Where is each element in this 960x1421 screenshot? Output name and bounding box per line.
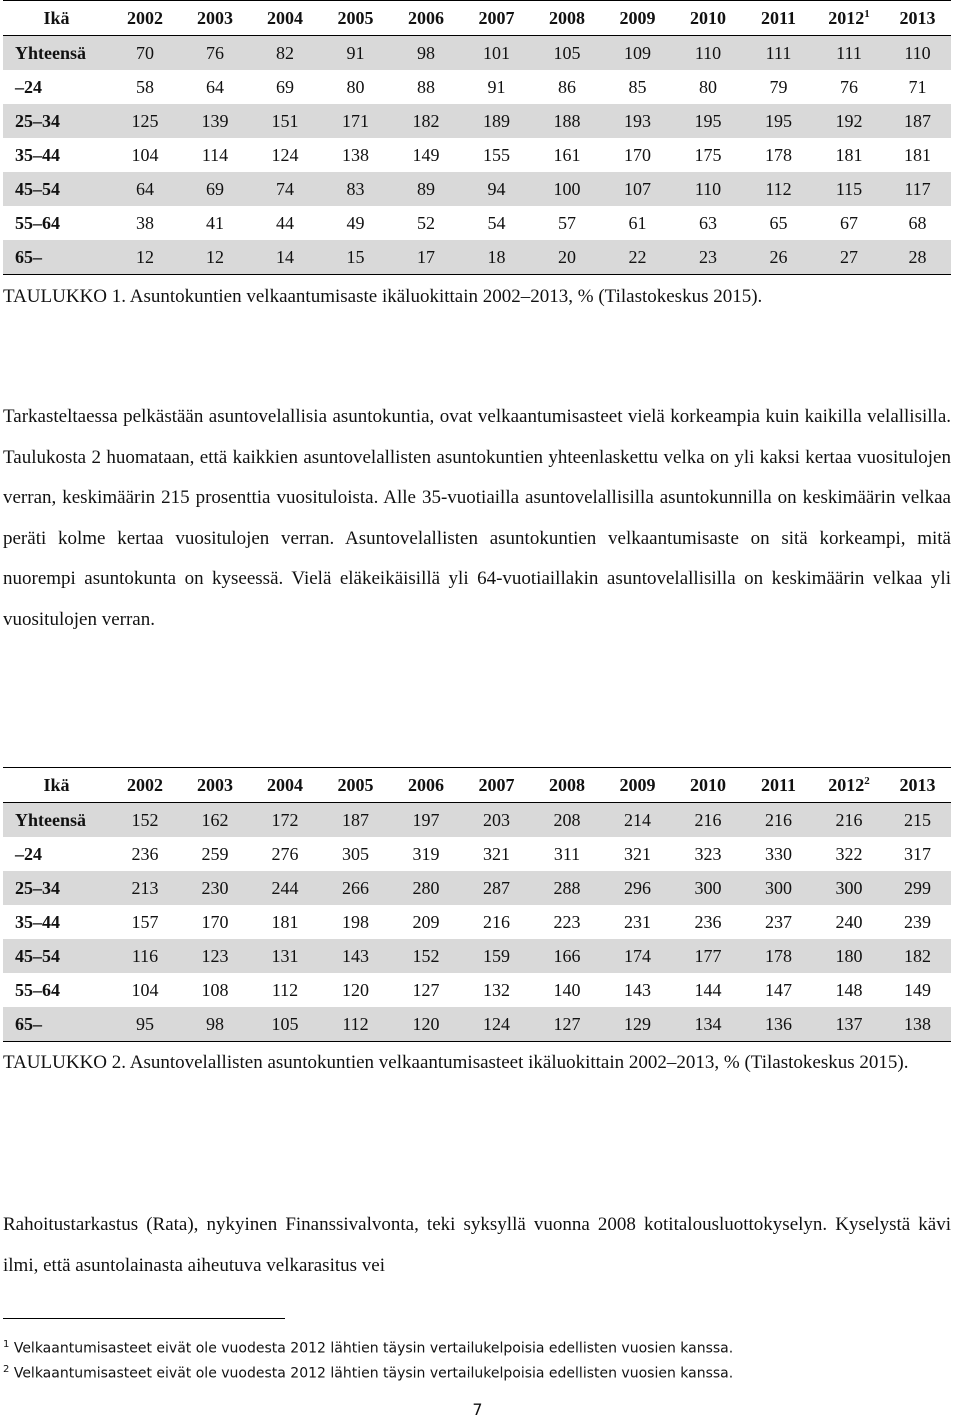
table-cell: 143	[320, 939, 391, 973]
table-cell: 101	[461, 36, 532, 71]
body-paragraph-1: Tarkasteltaessa pelkästään asuntovelallisia asuntokuntia, ovat velkaantumisasteet vielä korkeampia kuin kaikilla velallisilla. Taulukosta 2 huomataan, että kaikkien asuntovelallisten asuntokuntien yhteenlaskettu velka on yli kaksi kertaa vuositulojen verran, keskimäärin 215 prosenttia vuosituloista. Alle 35-vuotiailla asuntovelallisilla asuntokunnilla on keskimäärin velkaa peräti kolme kertaa vuositulojen verran. Asuntovelallisten asuntokuntien velkaantumisaste on sitä korkeampi, mitä nuorempi asuntokunta on kyseessä. Vielä eläkeikäisillä yli 64-vuotiaillakin asuntovelallisilla on keskimäärin velkaa yli vuositulojen verran.	[3, 406, 951, 630]
table-cell: 140	[553, 980, 581, 1000]
table-cell: 193	[602, 104, 673, 138]
table-cell: 321	[624, 844, 651, 864]
table-cell: 149	[904, 980, 931, 1000]
header-text: 2008	[549, 8, 585, 28]
table-row	[3, 172, 951, 206]
table-cell: 76	[840, 77, 858, 97]
table-cell: 266	[320, 871, 391, 905]
table-cell: 144	[694, 980, 722, 1000]
table-cell: 104	[131, 145, 159, 165]
table-cell: 132	[483, 980, 510, 1000]
table-cell: 181	[904, 145, 931, 165]
table-row	[3, 240, 951, 275]
table-cell: 105	[250, 1007, 320, 1042]
table-cell: 209	[412, 912, 440, 932]
table-cell: 79	[769, 77, 788, 97]
table-row	[3, 803, 951, 838]
row-label: 45–54	[3, 939, 110, 973]
table-cell: 143	[624, 980, 651, 1000]
header-age	[3, 1, 110, 36]
header-age	[3, 768, 110, 803]
table-cell: 208	[532, 803, 602, 838]
table-cell: 52	[417, 213, 435, 233]
table-header-row	[3, 1, 951, 36]
table-cell: 70	[110, 36, 180, 71]
table-cell: 195	[673, 104, 743, 138]
header-year	[110, 1, 180, 36]
table-cell: 61	[628, 213, 647, 233]
table-cell: 44	[276, 213, 294, 233]
footnote-ref: 2	[864, 775, 870, 787]
header-year	[673, 1, 743, 36]
table-cell: 138	[884, 1007, 951, 1042]
table-cell: 80	[346, 77, 365, 97]
table-cell: 112	[320, 1007, 391, 1042]
table-cell: 74	[250, 172, 320, 206]
table-cell: 311	[553, 844, 581, 864]
table-cell: 319	[412, 844, 440, 864]
table-cell: 152	[110, 803, 180, 838]
table-cell: 136	[743, 1007, 814, 1042]
table-row	[3, 36, 951, 71]
table-cell: 23	[673, 240, 743, 275]
footnote-2-mark: 2	[3, 1364, 10, 1375]
table-cell: 114	[201, 145, 229, 165]
header-text: 2006	[408, 775, 444, 795]
table-cell: 170	[201, 912, 229, 932]
row-label: 65–	[3, 240, 110, 275]
header-text: 2011	[760, 775, 796, 795]
table-cell: 182	[391, 104, 461, 138]
header-year	[180, 768, 250, 803]
table-cell: 323	[694, 844, 722, 864]
header-text: 2013	[899, 8, 936, 28]
table-cell: 216	[483, 912, 510, 932]
table-cell: 231	[624, 912, 651, 932]
table-cell: 124	[271, 145, 299, 165]
table-cell: 54	[487, 213, 506, 233]
table-cell: 85	[628, 77, 647, 97]
table-cell: 198	[342, 912, 369, 932]
table-cell: 162	[180, 803, 250, 838]
header-year	[814, 768, 884, 803]
header-text: 2012	[828, 775, 865, 795]
row-label: –24	[15, 77, 42, 97]
table-cell: 125	[110, 104, 180, 138]
table-cell: 105	[532, 36, 602, 71]
table-row	[3, 206, 951, 240]
footnote-separator	[3, 1318, 285, 1319]
table-row	[3, 1007, 951, 1042]
table-cell: 131	[250, 939, 320, 973]
body-paragraph-2: Rahoitustarkastus (Rata), nykyinen Finanssivalvonta, teki syksyllä vuonna 2008 kotitalousluottokyselyn. Kyselystä kävi ilmi, että asuntolainasta aiheutuva velkarasitus vei	[3, 1214, 951, 1276]
table-cell: 112	[743, 172, 814, 206]
footnote-1-mark: 1	[3, 1339, 10, 1350]
row-label: 35–44	[15, 912, 60, 932]
table-cell: 299	[884, 871, 951, 905]
table-cell: 171	[320, 104, 391, 138]
table-cell: 280	[391, 871, 461, 905]
table-cell: 149	[412, 145, 440, 165]
table-cell: 27	[814, 240, 884, 275]
table-cell: 28	[884, 240, 951, 275]
table-1	[3, 0, 951, 275]
table-cell: 95	[110, 1007, 180, 1042]
row-label: 25–34	[3, 104, 110, 138]
table-header-row	[3, 768, 951, 803]
table-cell: 123	[180, 939, 250, 973]
row-label: 55–64	[15, 980, 60, 1000]
table-cell: 216	[814, 803, 884, 838]
table-cell: 213	[110, 871, 180, 905]
header-year	[743, 768, 814, 803]
table-cell: 63	[699, 213, 717, 233]
table-2	[3, 767, 951, 1042]
table-cell: 215	[884, 803, 951, 838]
header-year	[884, 768, 951, 803]
table-row	[3, 837, 951, 871]
table-cell: 300	[673, 871, 743, 905]
table-cell: 76	[180, 36, 250, 71]
header-year	[532, 1, 602, 36]
footnote-1-text: Velkaantumisasteet eivät ole vuodesta 2012 lähtien täysin vertailukelpoisia edellisten vuosien kanssa.	[13, 1340, 734, 1357]
table-cell: 172	[250, 803, 320, 838]
table-cell: 187	[320, 803, 391, 838]
table-cell: 110	[673, 172, 743, 206]
table-cell: 116	[110, 939, 180, 973]
table-cell: 127	[532, 1007, 602, 1042]
table-cell: 26	[743, 240, 814, 275]
table-cell: 151	[250, 104, 320, 138]
header-year	[250, 768, 320, 803]
table-cell: 65	[769, 213, 788, 233]
table-cell: 214	[602, 803, 673, 838]
table-cell: 138	[342, 145, 369, 165]
table-cell: 80	[699, 77, 717, 97]
table-cell: 88	[417, 77, 435, 97]
table-cell: 178	[765, 145, 792, 165]
table-cell: 18	[461, 240, 532, 275]
header-year	[320, 1, 391, 36]
table-cell: 17	[391, 240, 461, 275]
table-cell: 175	[694, 145, 722, 165]
header-text: 2012	[828, 8, 865, 28]
table-cell: 180	[814, 939, 884, 973]
table-cell: 276	[271, 844, 299, 864]
table-cell: 86	[558, 77, 576, 97]
table-cell: 188	[532, 104, 602, 138]
table-cell: 91	[320, 36, 391, 71]
table-cell: 192	[814, 104, 884, 138]
header-text: 2013	[899, 775, 936, 795]
table-cell: 134	[673, 1007, 743, 1042]
header-text: 2006	[408, 8, 444, 28]
header-year	[110, 768, 180, 803]
footnote-ref: 1	[864, 8, 870, 20]
table-cell: 322	[835, 844, 863, 864]
table-row	[3, 905, 951, 939]
header-year	[602, 768, 673, 803]
header-text: Ikä	[43, 8, 70, 28]
table-row	[3, 70, 951, 104]
table-cell: 181	[271, 912, 299, 932]
table-cell: 259	[201, 844, 229, 864]
table-cell: 159	[461, 939, 532, 973]
table-cell: 174	[602, 939, 673, 973]
table-cell: 124	[461, 1007, 532, 1042]
footnote-2	[3, 1361, 951, 1383]
header-year	[461, 1, 532, 36]
table-cell: 110	[673, 36, 743, 71]
header-text: 2009	[619, 8, 656, 28]
table-cell: 139	[180, 104, 250, 138]
table-cell: 230	[180, 871, 250, 905]
table-row	[3, 871, 951, 905]
header-text: 2005	[337, 775, 374, 795]
table-cell: 127	[412, 980, 440, 1000]
row-label: 45–54	[3, 172, 110, 206]
header-text: Ikä	[43, 775, 70, 795]
table-cell: 98	[391, 36, 461, 71]
table-cell: 120	[391, 1007, 461, 1042]
table-cell: 178	[743, 939, 814, 973]
row-label: 25–34	[3, 871, 110, 905]
table-cell: 64	[110, 172, 180, 206]
table-cell: 244	[250, 871, 320, 905]
table-cell: 237	[765, 912, 792, 932]
table-cell: 109	[602, 36, 673, 71]
header-text: 2003	[197, 775, 233, 795]
table-cell: 117	[884, 172, 951, 206]
table-cell: 89	[391, 172, 461, 206]
table-cell: 296	[602, 871, 673, 905]
table-cell: 288	[532, 871, 602, 905]
table-cell: 300	[743, 871, 814, 905]
header-text: 2007	[478, 8, 515, 28]
table-cell: 147	[765, 980, 792, 1000]
table-cell: 170	[624, 145, 651, 165]
table-cell: 181	[835, 145, 863, 165]
row-label: 65–	[3, 1007, 110, 1042]
table-cell: 104	[131, 980, 159, 1000]
table-cell: 239	[904, 912, 931, 932]
table-cell: 14	[250, 240, 320, 275]
header-text: 2002	[127, 775, 163, 795]
table-cell: 94	[461, 172, 532, 206]
table-cell: 216	[743, 803, 814, 838]
table-cell: 111	[814, 36, 884, 71]
header-year	[180, 1, 250, 36]
table-cell: 317	[904, 844, 931, 864]
table-cell: 108	[201, 980, 229, 1000]
table-cell: 67	[840, 213, 858, 233]
table-cell: 189	[461, 104, 532, 138]
header-year	[532, 768, 602, 803]
table-cell: 161	[553, 145, 581, 165]
table-cell: 111	[743, 36, 814, 71]
table-cell: 115	[814, 172, 884, 206]
header-text: 2003	[197, 8, 233, 28]
header-year	[461, 768, 532, 803]
page-number: 7	[472, 1400, 483, 1419]
table-cell: 68	[908, 213, 927, 233]
header-year	[320, 768, 391, 803]
table-cell: 20	[532, 240, 602, 275]
table-cell: 82	[250, 36, 320, 71]
table-cell: 305	[342, 844, 369, 864]
table-cell: 57	[558, 213, 576, 233]
header-year	[814, 1, 884, 36]
table-cell: 236	[131, 844, 159, 864]
footnote-1	[3, 1336, 951, 1358]
table-cell: 321	[483, 844, 510, 864]
table-cell: 129	[602, 1007, 673, 1042]
header-year	[391, 1, 461, 36]
table-cell: 330	[765, 844, 792, 864]
table-cell: 58	[136, 77, 154, 97]
table-cell: 49	[346, 213, 365, 233]
table-cell: 216	[673, 803, 743, 838]
header-year	[673, 768, 743, 803]
footnote-2-text: Velkaantumisasteet eivät ole vuodesta 2012 lähtien täysin vertailukelpoisia edellisten vuosien kanssa.	[13, 1365, 734, 1382]
table-cell: 152	[391, 939, 461, 973]
header-year	[391, 768, 461, 803]
header-text: 2009	[619, 775, 656, 795]
table-cell: 100	[532, 172, 602, 206]
table-cell: 91	[487, 77, 506, 97]
header-year	[884, 1, 951, 36]
table-cell: 195	[743, 104, 814, 138]
table-cell: 64	[206, 77, 224, 97]
table-cell: 182	[884, 939, 951, 973]
row-label: 35–44	[15, 145, 60, 165]
header-text: 2002	[127, 8, 163, 28]
table-cell: 300	[814, 871, 884, 905]
header-text: 2007	[478, 775, 515, 795]
table-cell: 137	[814, 1007, 884, 1042]
table-row	[3, 973, 951, 1007]
table-cell: 69	[276, 77, 294, 97]
table-cell: 12	[110, 240, 180, 275]
table-row	[3, 138, 951, 172]
table-cell: 240	[835, 912, 863, 932]
header-text: 2005	[337, 8, 374, 28]
table-cell: 177	[673, 939, 743, 973]
header-text: 2004	[267, 8, 303, 28]
table-cell: 83	[320, 172, 391, 206]
header-year	[743, 1, 814, 36]
table-cell: 71	[908, 77, 927, 97]
table-cell: 187	[884, 104, 951, 138]
header-text: 2010	[690, 8, 726, 28]
table-cell: 166	[532, 939, 602, 973]
table-1-caption: TAULUKKO 1. Asuntokuntien velkaantumisaste ikäluokittain 2002–2013, % (Tilastokeskus 2015).	[3, 286, 763, 307]
table-cell: 148	[835, 980, 863, 1000]
table-cell: 223	[553, 912, 581, 932]
header-text: 2011	[760, 8, 796, 28]
header-text: 2010	[690, 775, 726, 795]
row-label: Yhteensä	[3, 36, 110, 71]
table-row	[3, 104, 951, 138]
table-cell: 22	[602, 240, 673, 275]
table-2-caption: TAULUKKO 2. Asuntovelallisten asuntokuntien velkaantumisasteet ikäluokittain 2002–2013, % (Tilastokeskus 2015).	[3, 1052, 909, 1073]
row-label: Yhteensä	[3, 803, 110, 838]
table-cell: 120	[342, 980, 369, 1000]
table-row	[3, 939, 951, 973]
table-cell: 155	[483, 145, 510, 165]
row-label: 55–64	[15, 213, 60, 233]
table-cell: 157	[131, 912, 159, 932]
table-cell: 236	[694, 912, 722, 932]
table-cell: 38	[136, 213, 154, 233]
table-cell: 41	[206, 213, 224, 233]
table-cell: 98	[180, 1007, 250, 1042]
table-cell: 12	[180, 240, 250, 275]
header-text: 2008	[549, 775, 585, 795]
row-label: –24	[15, 844, 42, 864]
table-cell: 197	[391, 803, 461, 838]
table-cell: 112	[271, 980, 299, 1000]
table-cell: 15	[320, 240, 391, 275]
table-cell: 107	[602, 172, 673, 206]
header-year	[250, 1, 320, 36]
table-cell: 203	[461, 803, 532, 838]
table-cell: 69	[180, 172, 250, 206]
table-cell: 287	[461, 871, 532, 905]
header-text: 2004	[267, 775, 303, 795]
table-cell: 110	[884, 36, 951, 71]
header-year	[602, 1, 673, 36]
